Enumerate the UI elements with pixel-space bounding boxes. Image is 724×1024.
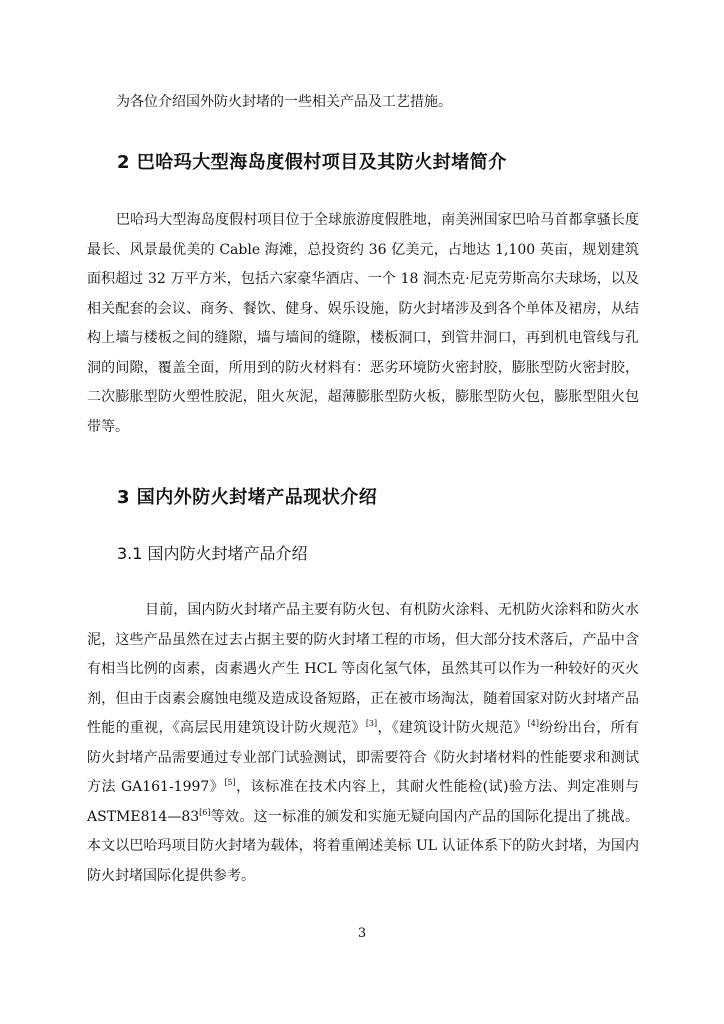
section-3-heading: 3 国内外防火封堵产品现状介绍: [117, 487, 378, 508]
para-text-5: 等效。这一标准的颁发和实施无疑向国内产品的国际化提出了挑战。本文以巴哈玛项目防火封堵为载体，将着重阐述美标 UL 认证体系下的防火封堵，为国内防火封堵国际化提供参考。: [87, 808, 639, 884]
para-text-3: 纷纷出台，所有防火封堵产品需要通过专业部门试验测试，即需要符合《防火封堵材料的性能要求和测试方法 GA161-1997》: [87, 720, 640, 795]
para-text-2: ，《建筑设计防火规范》: [377, 720, 528, 736]
para-text-1: 目前，国内防火封堵产品主要有防火包、有机防火涂料、无机防火涂料和防火水泥，这些产品虽然在过去占据主要的防火封堵工程的市场，但大部分技术落后，产品中含有相当比例的卤素，卤素遇火产生 HCL 等卤化氢气体，虽然其可以作为一种较好的灭火剂，但由于卤素会腐蚀电缆及造成设备短路，正在被市场淘汰，随着国家对防火封堵产品性能的重视，《高层民用建筑设计防火规范》: [87, 602, 639, 736]
para-text-4: ，该标准在技术内容上，其耐火性能检(试)验方法、判定准则与 ASTME814—83: [87, 779, 639, 825]
intro-paragraph: 为各位介绍国外防火封堵的一些相关产品及工艺措施。: [116, 94, 452, 110]
section-3-1-heading: 3.1 国内防火封堵产品介绍: [117, 544, 308, 563]
reference-5: [5]: [224, 778, 236, 787]
section-2-heading: 2 巴哈玛大型海岛度假村项目及其防火封堵简介: [117, 152, 507, 173]
reference-4: [4]: [527, 719, 539, 728]
page-number: 3: [357, 926, 367, 941]
reference-3: [3]: [365, 719, 378, 728]
section-3-1-paragraph: [87, 596, 639, 891]
reference-6: [6]: [199, 807, 211, 817]
section-2-paragraph: 巴哈玛大型海岛度假村项目位于全球旅游度假胜地，南美洲国家巴哈马首都拿骚长度最长、风景最优美的 Cable 海滩，总投资约 36 亿美元，占地达 1,100 英亩，规划建筑面积超过 32 万平方米，包括六家豪华酒店、一个 18 洞杰克·尼克劳斯高尔夫球场，以及相关配套的会议、商务、餐饮、健身、娱乐设施，防火封堵涉及到各个单体及裙房，从结构上墙与楼板之间的缝隙，墙与墙间的缝隙，楼板洞口，到管井洞口，再到机电管线与孔洞的间隙，覆盖全面，所用到的防火材料有：恶劣环境防火密封胶，膨胀型防火密封胶，二次膨胀型防火塑性胶泥，阻火灰泥，超薄膨胀型防火板，膨胀型防火包，膨胀型阻火包带等。: [87, 212, 639, 435]
